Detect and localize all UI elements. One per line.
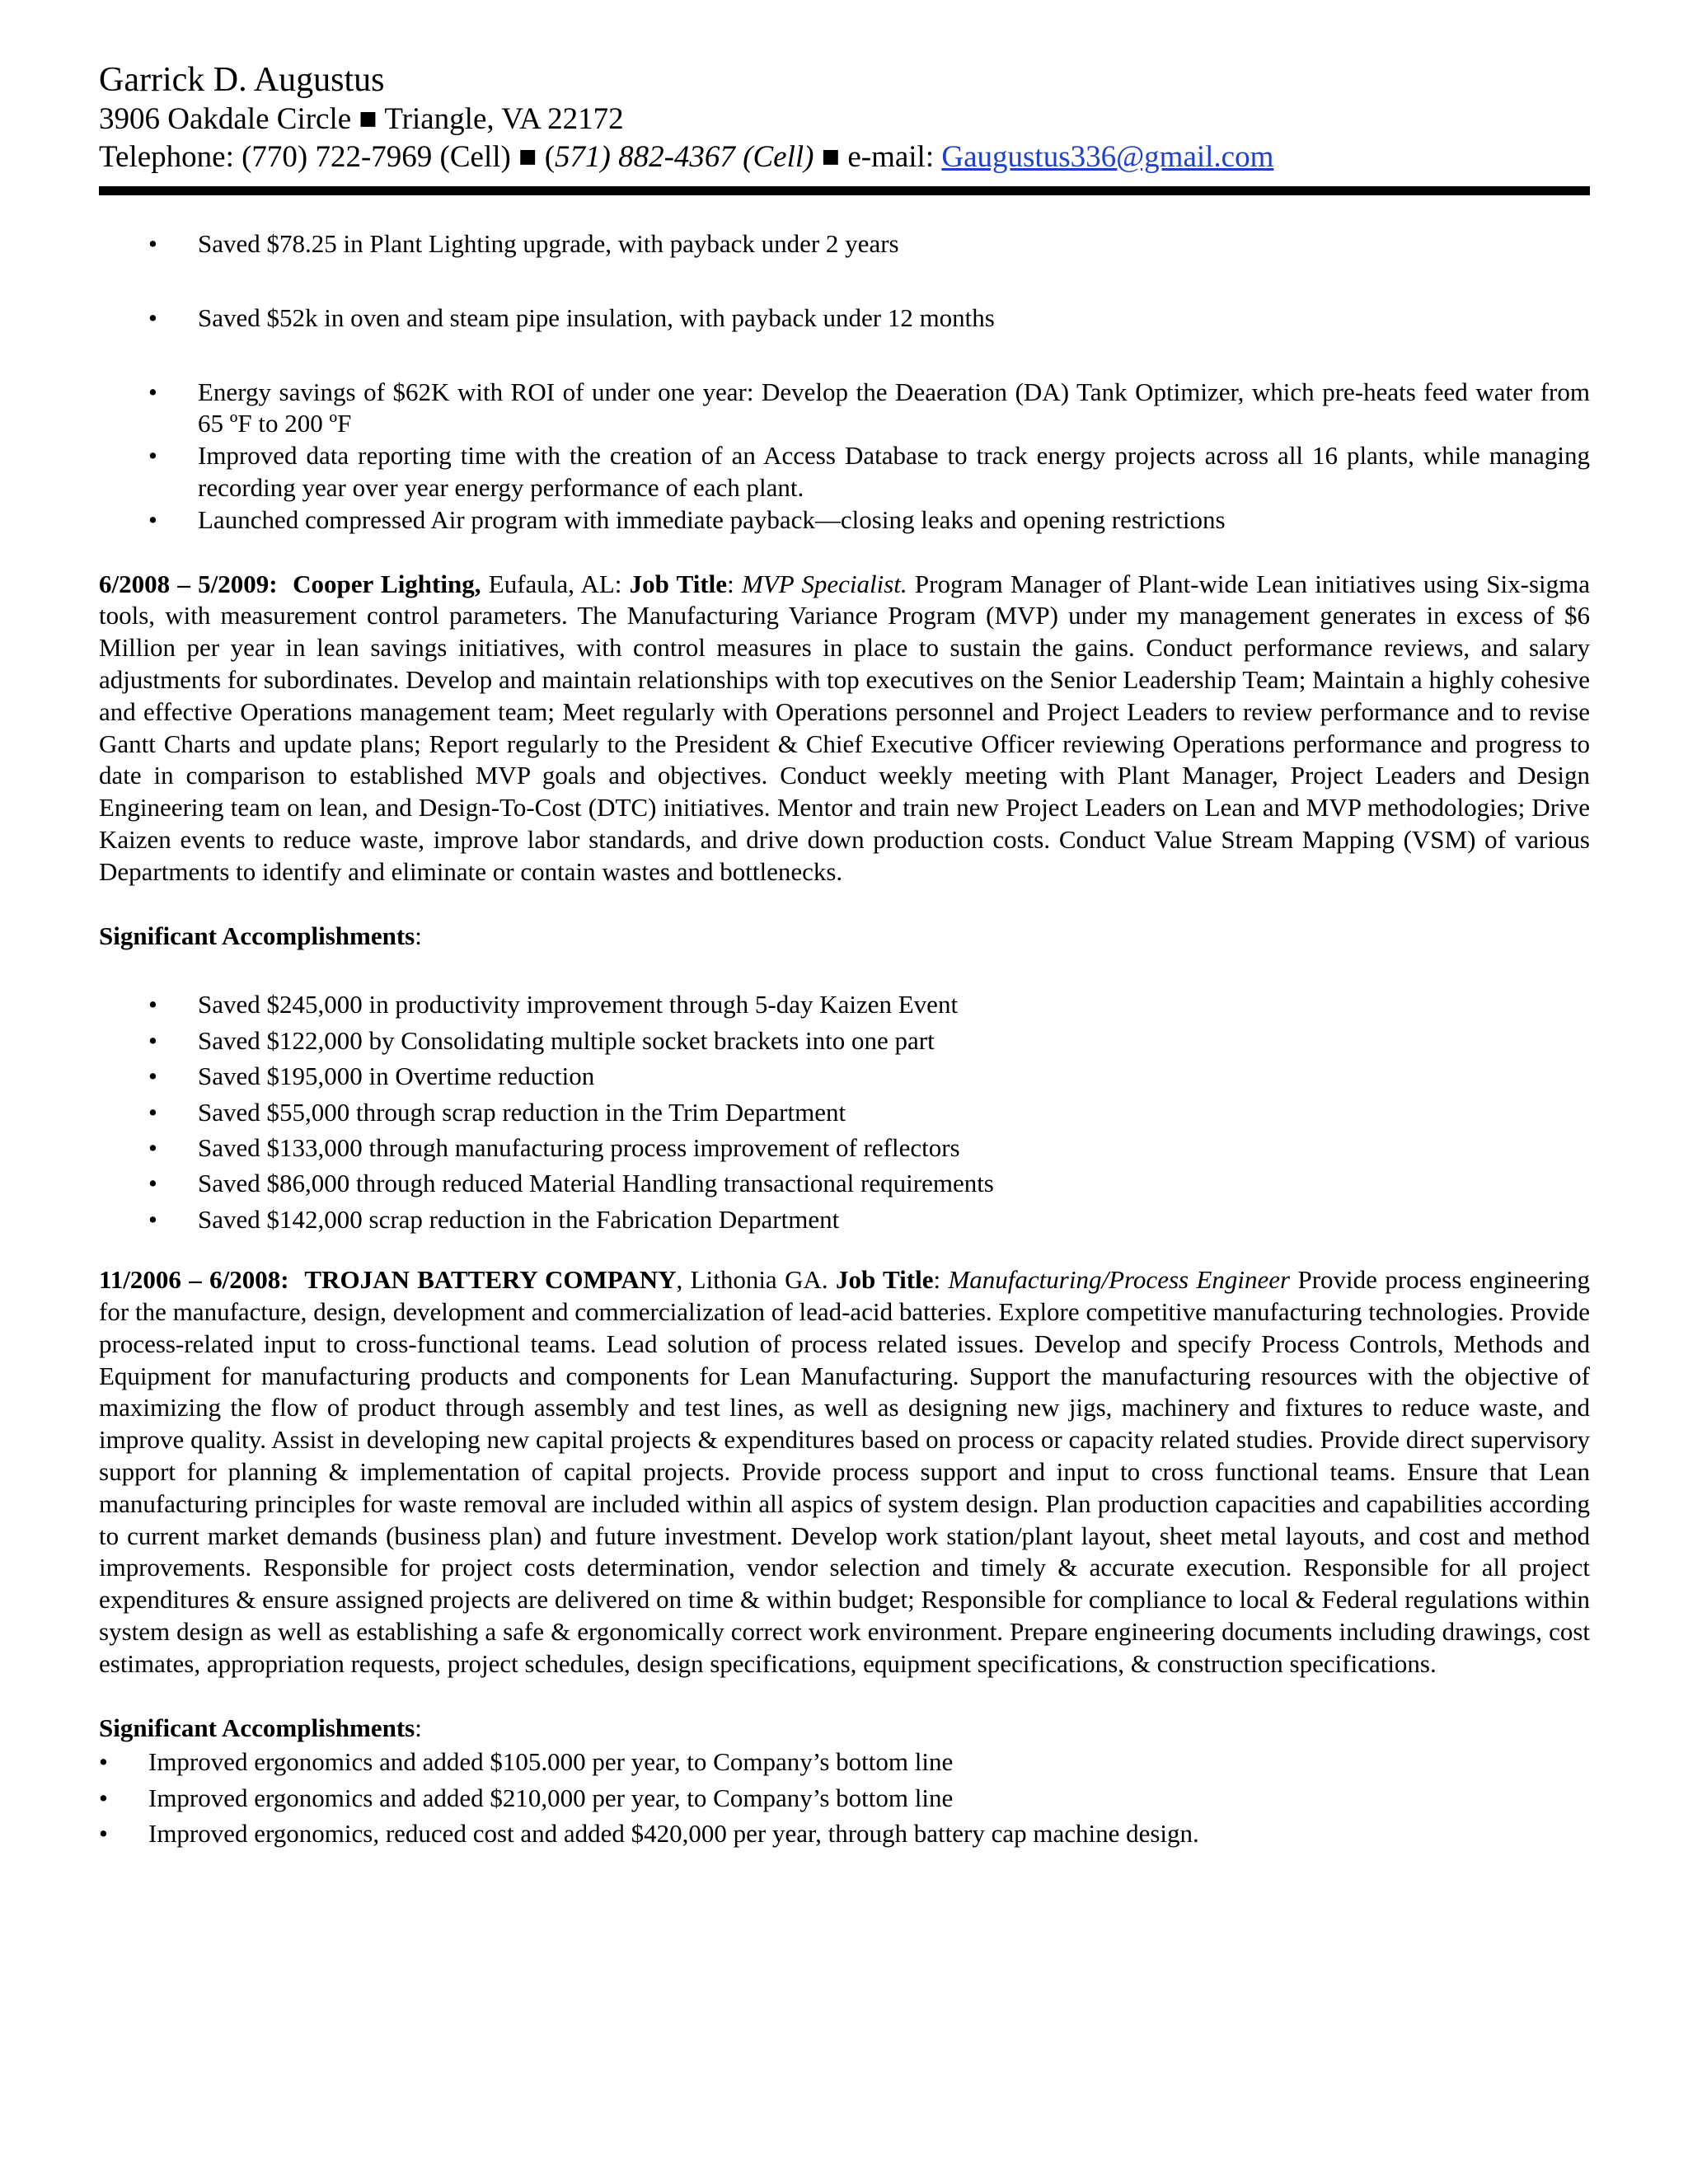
accomplishments-heading <box>99 1713 1590 1745</box>
bullet-icon: • <box>148 441 157 471</box>
phone-prefix: Telephone: (770) 722-7969 (Cell) ■ ( <box>99 140 556 174</box>
section-colon: : <box>415 1713 422 1742</box>
list-item-text: Improved ergonomics and added $105.000 per year, to Company’s bottom line <box>148 1747 954 1777</box>
list-item-text: Improved ergonomics, reduced cost and added $420,000 per year, through battery cap machine design. <box>148 1819 1199 1849</box>
list-item-text: Saved $122,000 by Consolidating multiple socket brackets into one part <box>198 1025 935 1055</box>
job-title-colon: : <box>933 1265 949 1295</box>
phone-secondary: 571) 882-4367 (Cell) <box>555 140 814 174</box>
list-item-text: Saved $142,000 scrap reduction in the Fabrication Department <box>198 1204 840 1234</box>
header-divider <box>99 186 1590 195</box>
bullet-icon: • <box>148 302 157 332</box>
job-company: Cooper Lighting, <box>293 569 481 598</box>
bullet-icon: • <box>148 1025 157 1055</box>
job-entry-cooper <box>99 569 1590 888</box>
list-item <box>99 1744 1590 1779</box>
job-company: TROJAN BATTERY COMPANY <box>304 1265 677 1295</box>
accomplishments-heading <box>99 921 1590 953</box>
list-item <box>99 1058 1590 1094</box>
list-item <box>99 987 1590 1022</box>
cooper-accomplishment-list <box>99 987 1590 1237</box>
top-bullet-list <box>99 228 1590 537</box>
email-link[interactable]: Gaugustus336@gmail.com <box>941 140 1274 174</box>
bullet-icon: • <box>148 229 157 258</box>
list-item-text: Saved $52k in oven and steam pipe insulation, with payback under 12 months <box>198 302 995 332</box>
job-title-label: Job Title <box>629 569 728 598</box>
list-item <box>99 1780 1590 1816</box>
job-location: Eufaula, AL: <box>481 569 630 598</box>
bullet-icon: • <box>148 1132 157 1162</box>
job-description: Provide process engineering for the manufacture, design, development and commercialization of lead-acid batteries. Explore competitive manufacturing technologies. Provide process-related input to cross-functional teams. Lead solution of process related issues. Develop and specify Process Controls, Methods and Equipment for manufacturing products and components for Lean Manufacturing. Support the manufacturing resources with the objective of maximizing the flow of product through assembly and test lines, as well as designing new jigs, machinery and fixtures to reduce waste, and improve quality. Assist in developing new capital projects & expenditures based on process or capacity related studies. Provide direct supervisory support for planning & implementation of capital projects. Provide process support and input to cross functional teams. Ensure that Lean manufacturing principles for waste removal are included within all aspics of system design. Plan production capacities and capabilities according to current market demands (business plan) and future investment. Develop work station/plant layout, sheet metal layouts, and cost and method improvements. Responsible for project costs determination, vendor selection and timely & accurate execution. Responsible for all project expenditures & ensure assigned projects are delivered on time & within budget; Responsible for compliance to local & Federal regulations within system design as well as establishing a safe & ergonomically correct work environment. Prepare engineering documents including drawings, cost estimates, appropriation requests, project schedules, design specifications, equipment specifications, & construction specifications. <box>99 1265 1591 1678</box>
resume-body <box>99 228 1590 1852</box>
list-item-text: Saved $245,000 in productivity improvement through 5-day Kaizen Event <box>198 990 959 1019</box>
email-label: ■ e-mail: <box>814 140 942 174</box>
job-description: Program Manager of Plant-wide Lean initiatives using Six-sigma tools, with measurement control parameters. The Manufacturing Variance Program (MVP) under my management generates in excess of $6 Million per year in lean savings initiatives, with control measures in place to sustain the gains. Conduct performance reviews, and salary adjustments for subordinates. Develop and maintain relationships with top executives on the Senior Leadership Team; Maintain a highly cohesive and effective Operations management team; Meet regularly with Operations personnel and Project Leaders to review performance and to revise Gantt Charts and update plans; Report regularly to the President & Chief Executive Officer reviewing Operations performance and progress to date in comparison to established MVP goals and objectives. Conduct weekly meeting with Plant Manager, Project Leaders and Design Engineering team on lean, and Design-To-Cost (DTC) initiatives. Mentor and train new Project Leaders on Lean and MVP methodologies; Drive Kaizen events to reduce waste, improve labor standards, and drive down production costs. Conduct Value Stream Mapping (VSM) of various Departments to identify and eliminate or contain wastes and bottlenecks. <box>99 569 1591 886</box>
trojan-accomplishment-list <box>99 1744 1590 1851</box>
section-colon: : <box>415 921 422 950</box>
section-title: Significant Accomplishments <box>99 1713 415 1742</box>
list-item <box>99 1023 1590 1058</box>
bullet-icon: • <box>148 990 157 1019</box>
job-dates: 11/2006 – 6/2008: <box>99 1265 289 1295</box>
list-item <box>99 1094 1590 1130</box>
list-item <box>99 1130 1590 1165</box>
candidate-name: Garrick D. Augustus <box>99 61 385 99</box>
job-location: , Lithonia GA. <box>676 1265 836 1295</box>
bullet-icon: • <box>99 1747 108 1777</box>
bullet-icon: • <box>148 1097 157 1127</box>
list-item-text: Saved $55,000 through scrap reduction in the Trim Department <box>198 1097 846 1127</box>
list-item-text: Launched compressed Air program with immediate payback—closing leaks and opening restrictions <box>198 504 1226 534</box>
bullet-icon: • <box>148 1169 157 1198</box>
list-item <box>99 228 1590 260</box>
bullet-icon: • <box>99 1819 108 1849</box>
list-item <box>99 1816 1590 1851</box>
list-item <box>99 504 1590 537</box>
resume-header <box>99 59 1590 176</box>
list-item <box>99 1202 1590 1237</box>
list-item <box>99 1165 1590 1201</box>
job-dates: 6/2008 – 5/2009: <box>99 569 278 598</box>
candidate-address: 3906 Oakdale Circle ■ Triangle, VA 22172 <box>99 102 624 136</box>
list-item-text: Improved ergonomics and added $210,000 per year, to Company’s bottom line <box>148 1783 954 1812</box>
bullet-icon: • <box>99 1783 108 1812</box>
list-item-text: Saved $86,000 through reduced Material Handling transactional requirements <box>198 1169 994 1198</box>
list-item <box>99 377 1590 441</box>
list-item <box>99 302 1590 335</box>
job-entry-trojan <box>99 1264 1590 1680</box>
job-title-colon: : <box>727 569 742 598</box>
list-item-text: Saved $78.25 in Plant Lighting upgrade, with payback under 2 years <box>198 229 899 258</box>
list-item-text: Energy savings of $62K with ROI of under one year: Develop the Deaeration (DA) Tank Optimizer, which pre-heats feed water from 65 ºF to 200 ºF <box>198 377 1590 438</box>
bullet-icon: • <box>148 377 157 406</box>
bullet-icon: • <box>148 1062 157 1091</box>
job-title: MVP Specialist. <box>741 569 907 598</box>
job-title-label: Job Title <box>835 1265 934 1295</box>
list-item <box>99 440 1590 504</box>
list-item-text: Improved data reporting time with the creation of an Access Database to track energy projects across all 16 plants, while managing recording year over year energy performance of each plant. <box>198 441 1590 502</box>
job-title: Manufacturing/Process Engineer <box>948 1265 1291 1295</box>
list-item-text: Saved $195,000 in Overtime reduction <box>198 1062 595 1091</box>
section-title: Significant Accomplishments <box>99 921 415 950</box>
contact-line <box>99 138 1590 176</box>
bullet-icon: • <box>148 504 157 534</box>
bullet-icon: • <box>148 1204 157 1234</box>
list-item-text: Saved $133,000 through manufacturing process improvement of reflectors <box>198 1132 960 1162</box>
